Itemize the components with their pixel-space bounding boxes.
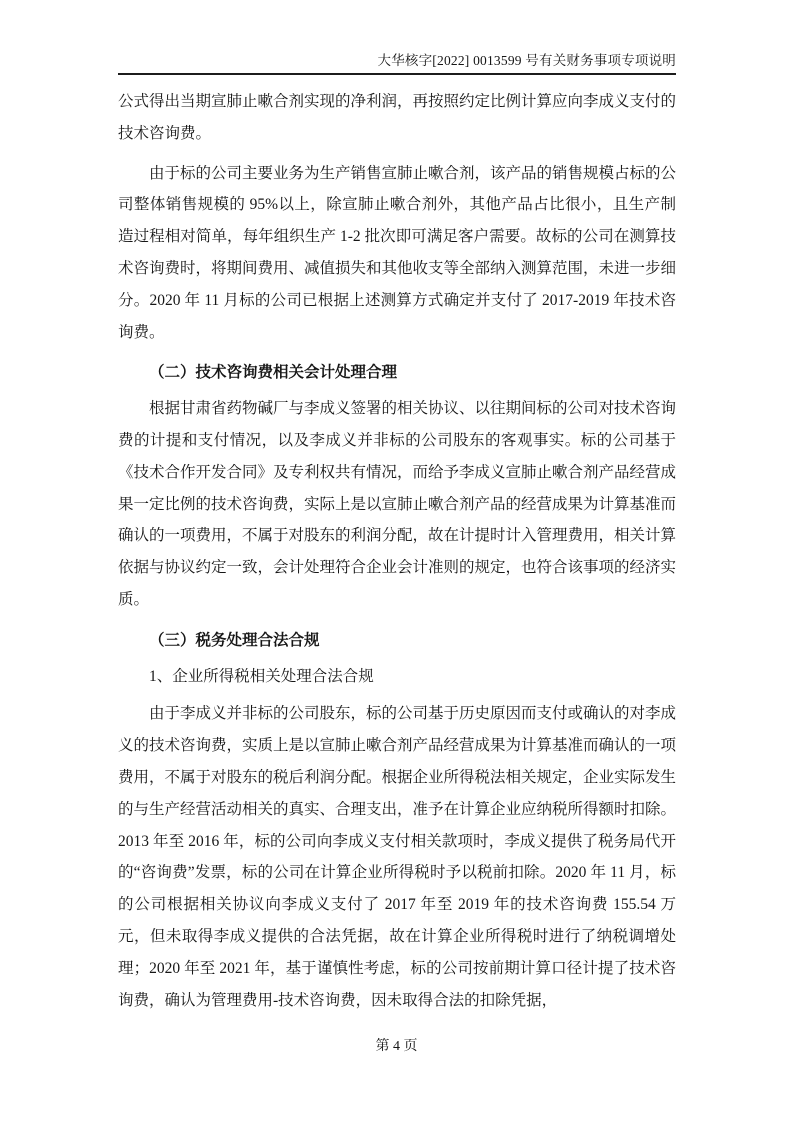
page-number: 第 4 页	[375, 1039, 418, 1054]
document-body	[118, 86, 676, 1016]
paragraph-accounting-treatment: 根据甘肃省药物碱厂与李成义签署的相关协议、以往期间标的公司对技术咨询费的计提和支付情况，以及李成义并非标的公司股东的客观事实。标的公司基于《技术合作开发合同》及专利权共有情况，而给予李成义宣肺止嗽合剂产品经营成果一定比例的技术咨询费，实际上是以宣肺止嗽合剂产品的经营成果为计算基准而确认的一项费用，不属于对股东的利润分配，故在计提时计入管理费用，相关计算依据与协议约定一致，会计处理符合企业会计准则的规定，也符合该事项的经济实质。	[118, 400, 677, 608]
section-heading-3-tax-treatment: （三）税务处理合法合规	[149, 631, 320, 649]
page-header-title: 大华核字[2022] 0013599 号有关财务事项专项说明	[377, 53, 676, 68]
section-heading-2-accounting-treatment: （二）技术咨询费相关会计处理合理	[149, 364, 398, 382]
paragraph-business-overview: 由于标的公司主要业务为生产销售宣肺止嗽合剂，该产品的销售规模占标的公司整体销售规模的 95%以上，除宣肺止嗽合剂外，其他产品占比很小，且生产制造过程相对简单，每年组织生产 1-2 批次即可满足客户需要。故标的公司在测算技术咨询费时，将期间费用、减值损失和其他收支等全部纳入测算范围，未进一步细分。2020 年 11 月标的公司已根据上述测算方式确定并支付了 2017-2019 年技术咨询费。	[118, 164, 677, 341]
paragraph-continuation: 公式得出当期宣肺止嗽合剂实现的净利润，再按照约定比例计算应向李成义支付的技术咨询费。	[118, 93, 677, 142]
subheading-income-tax: 1、企业所得税相关处理合法合规	[149, 667, 374, 685]
header-divider-rule	[118, 73, 676, 75]
paragraph-income-tax-treatment: 由于李成义并非标的公司股东，标的公司基于历史原因而支付或确认的对李成义的技术咨询费，实质上是以宣肺止嗽合剂产品经营成果为计算基准而确认的一项费用，不属于对股东的税后利润分配。根据企业所得税法相关规定，企业实际发生的与生产经营活动相关的真实、合理支出，准予在计算企业应纳税所得额时扣除。2013 年至 2016 年，标的公司向李成义支付相关款项时，李成义提供了税务局代开的“咨询费”发票，标的公司在计算企业所得税时予以税前扣除。2020 年 11 月，标的公司根据相关协议向李成义支付了 2017 年至 2019 年的技术咨询费 155.54 万元，但未取得李成义提供的合法凭据，故在计算企业所得税时进行了纳税调增处理；2020 年至 2021 年，基于谨慎性考虑，标的公司按前期计算口径计提了技术咨询费，确认为管理费用-技术咨询费，因未取得合法的扣除凭据，	[118, 705, 677, 1009]
